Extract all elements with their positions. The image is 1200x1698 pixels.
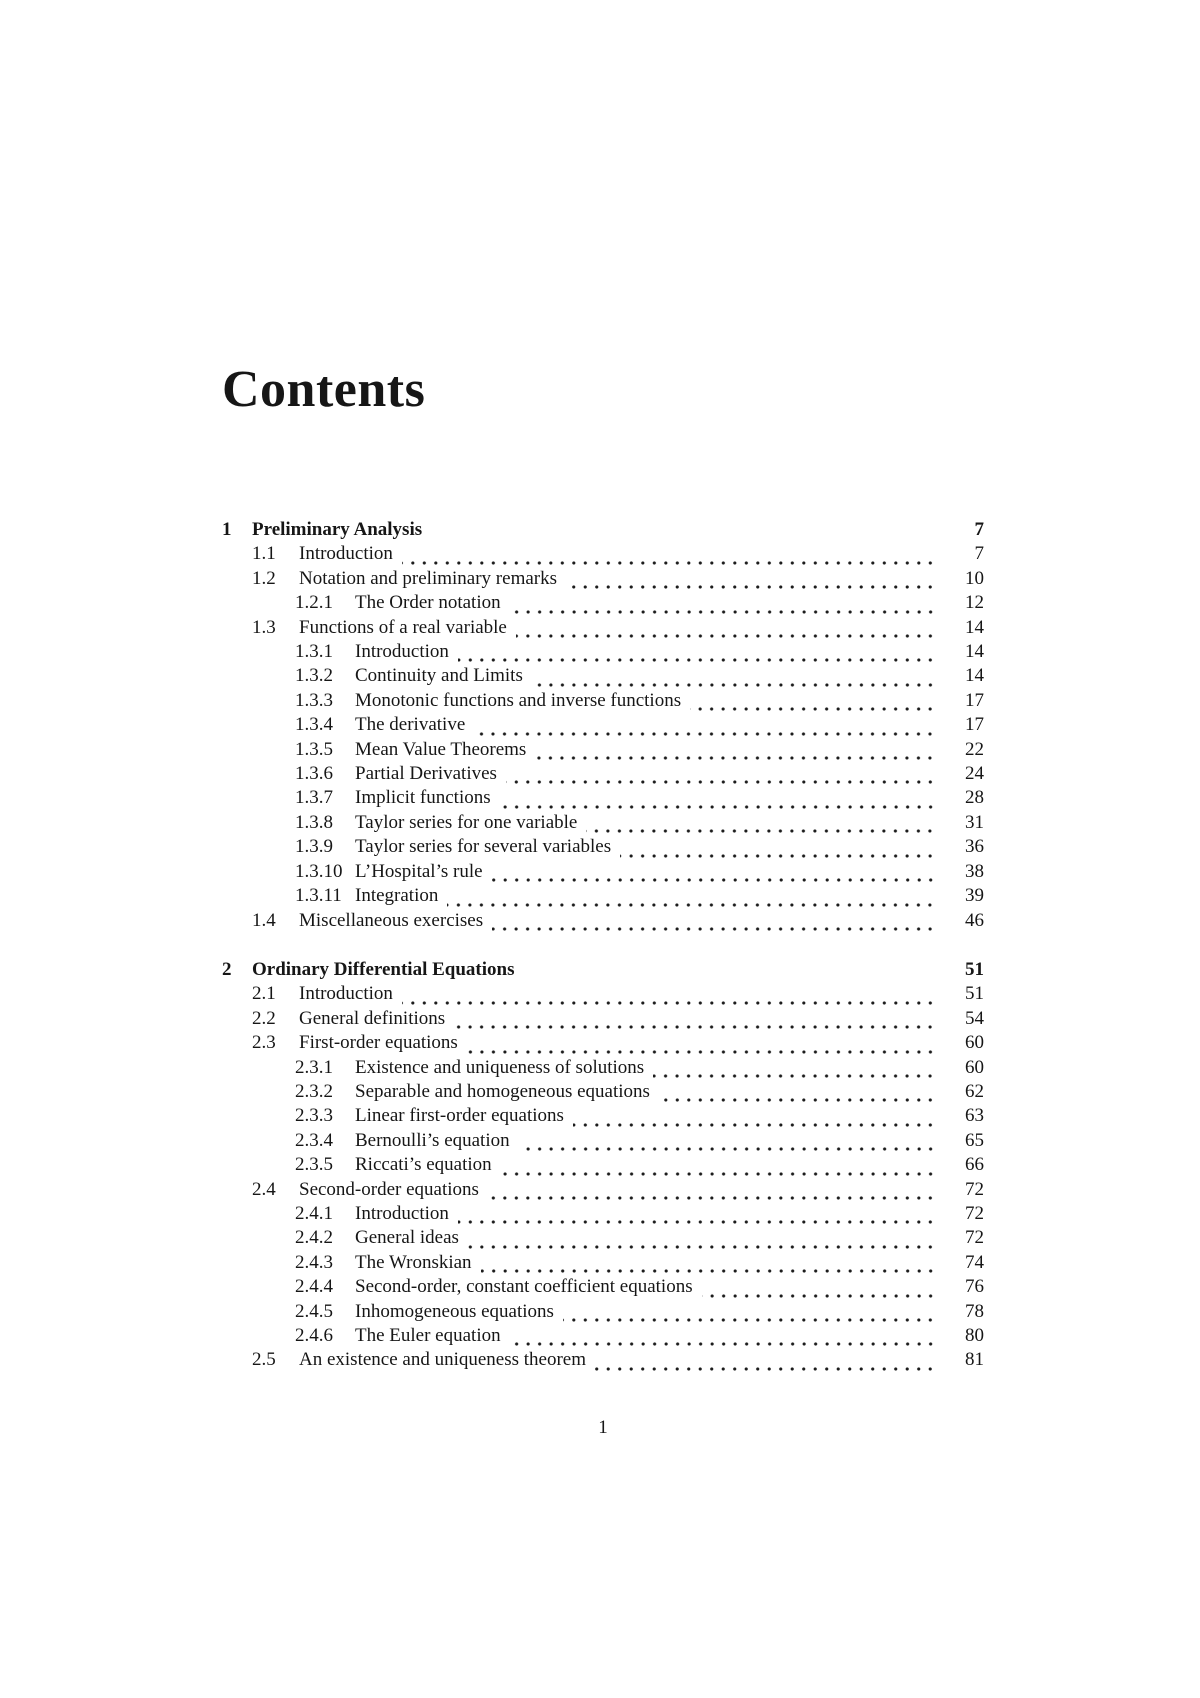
toc-entry [222, 640, 984, 664]
entry-number: 2.4.1 [295, 1202, 333, 1224]
entry-number: 1.3.5 [295, 738, 333, 760]
entry-number: 1.2 [252, 567, 276, 589]
leader-dots [524, 958, 939, 982]
toc-entry [222, 713, 984, 737]
entry-number: 2.5 [252, 1349, 276, 1371]
toc-entry [222, 982, 984, 1006]
entry-title: Integration [355, 885, 439, 907]
entry-title: General ideas [355, 1227, 459, 1249]
entry-number: 2.4.5 [295, 1300, 333, 1322]
toc-chapter-heading [222, 958, 984, 982]
entry-title: Second-order, constant coefficient equations [355, 1276, 693, 1298]
toc-entry [222, 616, 984, 640]
toc-entry [222, 1104, 984, 1128]
leader-dots [447, 884, 938, 908]
entry-page-number: 17 [965, 714, 984, 736]
toc-entry [222, 1178, 984, 1202]
toc-entry [222, 1202, 984, 1226]
entry-page-number: 10 [965, 567, 984, 589]
toc-entry [222, 1275, 984, 1299]
entry-title: Riccati’s equation [355, 1154, 492, 1176]
entry-number: 2.3.5 [295, 1154, 333, 1176]
leader-dots [474, 713, 938, 737]
entry-title: Linear first-order equations [355, 1105, 564, 1127]
toc-chapter-heading [222, 518, 984, 542]
entry-title: Existence and uniqueness of solutions [355, 1056, 645, 1078]
entry-page-number: 72 [965, 1227, 984, 1249]
toc-entry [222, 1251, 984, 1275]
entry-title: Ordinary Differential Equations [252, 958, 515, 980]
toc-entry [222, 1153, 984, 1177]
entry-title: Introduction [299, 543, 393, 565]
entry-page-number: 72 [965, 1202, 984, 1224]
entry-title: Implicit functions [355, 787, 491, 809]
leader-dots [620, 835, 938, 859]
leader-dots [454, 1007, 938, 1031]
entry-number: 2.4.2 [295, 1227, 333, 1249]
entry-page-number: 51 [965, 958, 984, 980]
entry-number: 1.3.2 [295, 665, 333, 687]
leader-dots [481, 1251, 938, 1275]
leader-dots [431, 518, 938, 542]
leader-dots [500, 786, 938, 810]
footer-page-number: 1 [598, 1417, 608, 1438]
entry-page-number: 65 [965, 1129, 984, 1151]
entry-title: Miscellaneous exercises [299, 909, 484, 931]
leader-dots [563, 1300, 938, 1324]
toc-entry [222, 835, 984, 859]
leader-dots [467, 1031, 938, 1055]
entry-title: Partial Derivatives [355, 763, 497, 785]
leader-dots [595, 1348, 938, 1372]
toc-entry [222, 1007, 984, 1031]
entry-number: 2.3.1 [295, 1056, 333, 1078]
leader-dots [573, 1104, 938, 1128]
toc-chapter-block [222, 518, 984, 933]
entry-page-number: 72 [965, 1178, 984, 1200]
toc-entry [222, 1324, 984, 1348]
toc-entry [222, 542, 984, 566]
entry-number: 1.3 [252, 616, 276, 638]
entry-number: 1.1 [252, 543, 276, 565]
leader-dots [516, 616, 938, 640]
entry-title: Inhomogeneous equations [355, 1300, 554, 1322]
leader-dots [586, 811, 938, 835]
entry-title: General definitions [299, 1007, 446, 1029]
toc-entry [222, 738, 984, 762]
entry-title: An existence and uniqueness theorem [299, 1349, 587, 1371]
leader-dots [492, 909, 938, 933]
entry-title: The derivative [355, 714, 466, 736]
entry-page-number: 80 [965, 1325, 984, 1346]
entry-page-number: 7 [974, 543, 984, 565]
entry-number: 1.3.9 [295, 836, 333, 858]
entry-number: 2.3.4 [295, 1129, 333, 1151]
toc-entry [222, 1031, 984, 1055]
entry-page-number: 28 [965, 787, 984, 809]
leader-dots [532, 664, 938, 688]
entry-title: Continuity and Limits [355, 665, 523, 687]
entry-title: Monotonic functions and inverse functions [355, 689, 682, 711]
toc-entry [222, 909, 984, 933]
entry-page-number: 76 [965, 1276, 984, 1298]
entry-page-number: 22 [965, 738, 984, 760]
entry-number: 2.4.3 [295, 1251, 333, 1273]
entry-title: The Order notation [355, 592, 501, 614]
entry-title: Second-order equations [299, 1178, 479, 1200]
toc-entry [222, 786, 984, 810]
page-title: Contents [222, 361, 426, 418]
leader-dots [506, 762, 938, 786]
toc-entry [222, 1056, 984, 1080]
entry-page-number: 60 [965, 1032, 984, 1054]
entry-title: Preliminary Analysis [252, 519, 423, 540]
entry-number: 2.2 [252, 1007, 276, 1029]
entry-page-number: 66 [965, 1154, 984, 1176]
entry-title: Notation and preliminary remarks [299, 567, 558, 589]
entry-number: 2.3 [252, 1032, 276, 1054]
leader-dots [458, 640, 938, 664]
entry-number: 1.3.3 [295, 689, 333, 711]
leader-dots [488, 1178, 938, 1202]
entry-title: The Wronskian [355, 1251, 472, 1273]
entry-number: 2.4 [252, 1178, 276, 1200]
entry-page-number: 81 [965, 1349, 984, 1371]
leader-dots [501, 1153, 938, 1177]
toc-entry [222, 1129, 984, 1153]
toc-entry [222, 567, 984, 591]
entry-page-number: 14 [965, 641, 984, 663]
entry-number: 2.3.3 [295, 1105, 333, 1127]
leader-dots [402, 982, 938, 1006]
entry-page-number: 17 [965, 689, 984, 711]
leader-dots [402, 542, 938, 566]
entry-title: L’Hospital’s rule [355, 860, 483, 882]
entry-page-number: 38 [965, 860, 984, 882]
entry-page-number: 63 [965, 1105, 984, 1127]
entry-page-number: 78 [965, 1300, 984, 1322]
entry-title: Introduction [355, 1202, 449, 1224]
leader-dots [468, 1226, 938, 1250]
entry-page-number: 7 [974, 519, 984, 540]
entry-title: Functions of a real variable [299, 616, 507, 638]
entry-page-number: 54 [965, 1007, 984, 1029]
entry-number: 1.3.6 [295, 763, 333, 785]
entry-page-number: 36 [965, 836, 984, 858]
entry-title: The Euler equation [355, 1325, 501, 1346]
entry-title: Taylor series for one variable [355, 811, 578, 833]
leader-dots [659, 1080, 938, 1104]
toc-chapter-block [222, 958, 984, 1373]
leader-dots [519, 1129, 938, 1153]
toc-entry [222, 664, 984, 688]
entry-number: 2.1 [252, 983, 276, 1005]
entry-number: 1.3.7 [295, 787, 333, 809]
entry-page-number: 24 [965, 763, 984, 785]
entry-title: Mean Value Theorems [355, 738, 527, 760]
leader-dots [458, 1202, 938, 1226]
leader-dots [702, 1275, 938, 1299]
entry-number: 2.3.2 [295, 1080, 333, 1102]
entry-number: 1.3.4 [295, 714, 333, 736]
toc-entry [222, 762, 984, 786]
entry-title: Separable and homogeneous equations [355, 1080, 650, 1102]
toc-entry [222, 689, 984, 713]
entry-page-number: 60 [965, 1056, 984, 1078]
entry-page-number: 62 [965, 1080, 984, 1102]
leader-dots [566, 567, 938, 591]
entry-page-number: 74 [965, 1251, 984, 1273]
entry-page-number: 12 [965, 592, 984, 614]
toc-entry [222, 591, 984, 615]
entry-number: 1.3.1 [295, 641, 333, 663]
entry-page-number: 46 [965, 909, 984, 931]
entry-title: Bernoulli’s equation [355, 1129, 510, 1151]
entry-number: 1.3.11 [295, 885, 342, 907]
entry-title: Taylor series for several variables [355, 836, 612, 858]
entry-page-number: 14 [965, 616, 984, 638]
entry-number: 2.4.4 [295, 1276, 333, 1298]
entry-number: 2.4.6 [295, 1325, 333, 1346]
entry-title: Introduction [355, 641, 449, 663]
toc-entry [222, 1348, 984, 1372]
entry-page-number: 14 [965, 665, 984, 687]
leader-dots [535, 738, 938, 762]
leader-dots [653, 1056, 938, 1080]
toc-entry [222, 1080, 984, 1104]
entry-page-number: 31 [965, 811, 984, 833]
entry-number: 1.4 [252, 909, 276, 931]
entry-number: 2 [222, 958, 232, 980]
toc-entry [222, 860, 984, 884]
toc-entry [222, 884, 984, 908]
entry-title: Introduction [299, 983, 393, 1005]
toc-entry [222, 1300, 984, 1324]
entry-number: 1.3.8 [295, 811, 333, 833]
toc [222, 518, 984, 1373]
entry-page-number: 39 [965, 885, 984, 907]
leader-dots [492, 860, 938, 884]
entry-page-number: 51 [965, 983, 984, 1005]
entry-number: 1.2.1 [295, 592, 333, 614]
entry-number: 1.3.10 [295, 860, 343, 882]
leader-dots [510, 1324, 938, 1348]
toc-entry [222, 811, 984, 835]
entry-title: First-order equations [299, 1032, 458, 1054]
leader-dots [690, 689, 938, 713]
toc-entry [222, 1226, 984, 1250]
entry-number: 1 [222, 519, 232, 540]
leader-dots [510, 591, 938, 615]
